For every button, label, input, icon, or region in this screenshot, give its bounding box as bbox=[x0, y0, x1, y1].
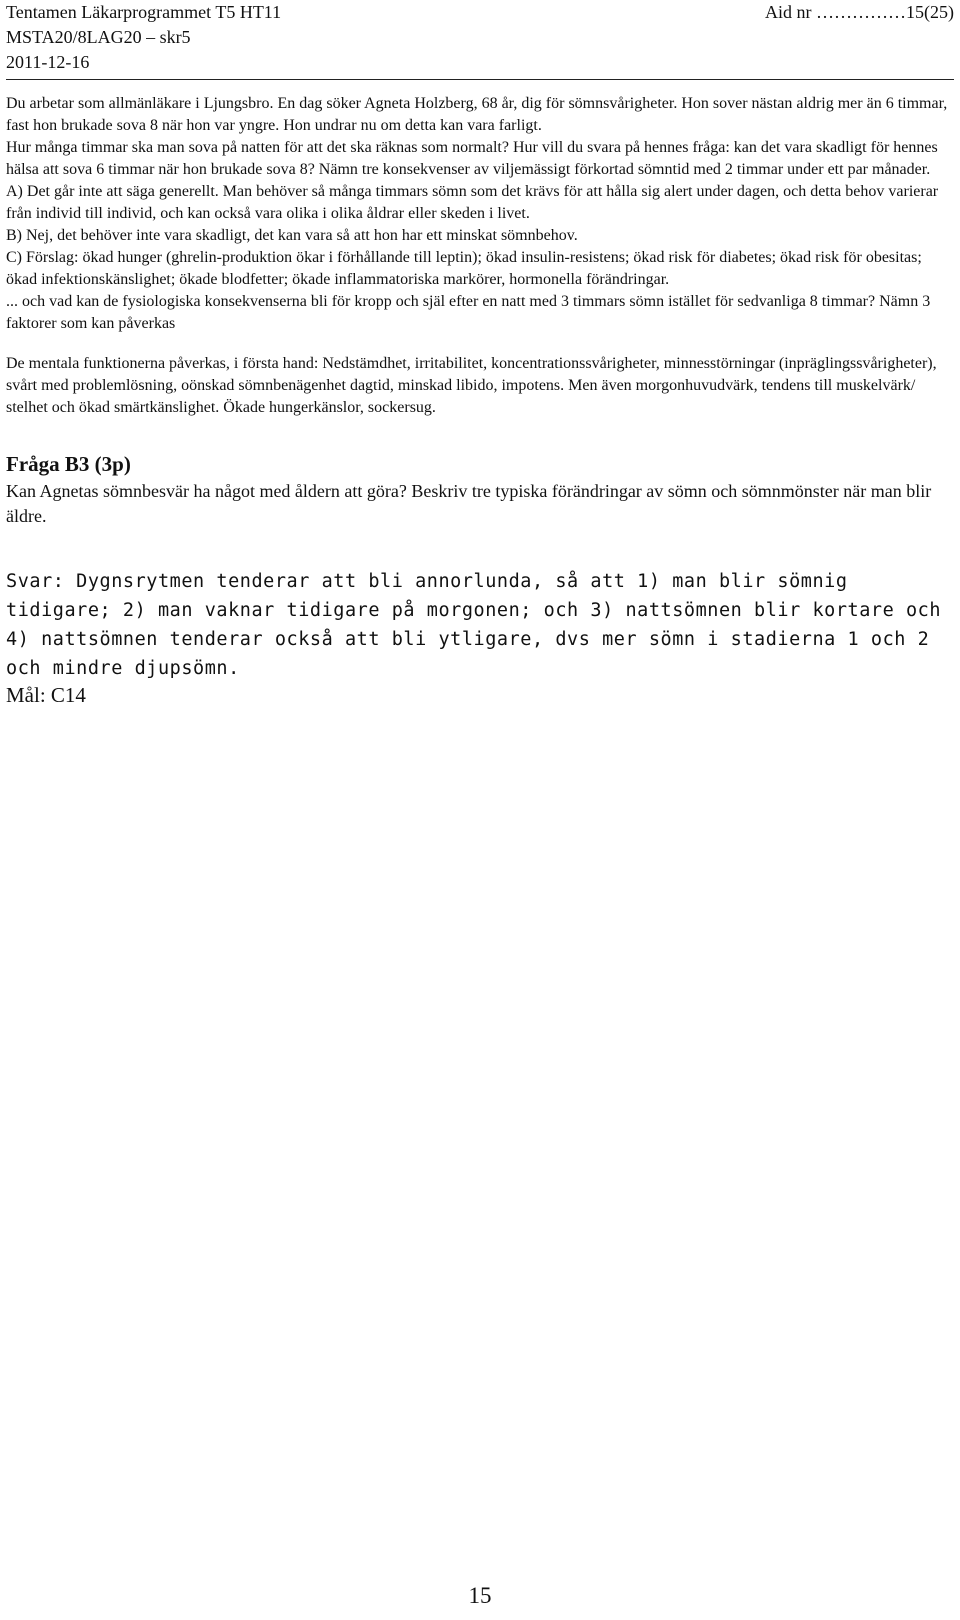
learning-goal: Mål: C14 bbox=[6, 683, 86, 707]
answer-b: B) Nej, det behöver inte vara skadligt, det kan vara så att hon har ett minskat sömnbehov. bbox=[6, 227, 578, 244]
question-b3-text: Kan Agnetas sömnbesvär ha något med åldern att göra? Beskriv tre typiska förändringar av sömn och sömnmönster när man blir äldre. bbox=[6, 481, 932, 526]
followup-question: ... och vad kan de fysiologiska konsekvenserna bli för kropp och själ efter en natt med 3 timmars sömn istället för sedvanliga 8 timmar? Nämn 3 faktorer som kan påverkas bbox=[6, 293, 931, 332]
exam-date: 2011-12-16 bbox=[6, 52, 90, 72]
document-content bbox=[6, 93, 954, 708]
mental-function-answer: De mentala funktionerna påverkas, i första hand: Nedstämdhet, irritabilitet, koncentrationssvårigheter, minnesstörningar (inpräglingssvårigheter), svårt med problemlösning, oönskad sömnbenägenhet dagtid, minskad libido, impotens. Men även morgonhuvudvärk, tendens till muskelvärk/ stelhet och ökad smärtkänslighet. Ökade hungerkänslor, sockersug. bbox=[6, 355, 937, 416]
question-b3-points: (3p) bbox=[94, 452, 131, 476]
question-b3-title: Fråga B3 bbox=[6, 452, 90, 476]
answer-a: A) Det går inte att säga generellt. Man behöver så många timmars sömn som det krävs för att hålla sig alert under dagen, och detta behov varierar från individ till individ, och kan också vara olika i olika åldrar eller skeden i livet. bbox=[6, 183, 939, 222]
case-question: Hur många timmar ska man sova på natten för att det ska räknas som normalt? Hur vill du svara på hennes fråga: kan det vara skadligt för hennes hälsa att sova 6 timmar när hon brukade sova 8? Nämn tre konsekvenser av viljemässigt förkortad sömntid med 2 timmar under ett par månader. bbox=[6, 139, 938, 178]
case-intro: Du arbetar som allmänläkare i Ljungsbro. En dag söker Agneta Holzberg, 68 år, dig för sömnsvårigheter. Hon sover nästan aldrig mer än 6 timmar, fast hon brukade sova 8 när hon var yngre. Hon undrar nu om detta kan vara farligt. bbox=[6, 95, 948, 134]
question-b3-heading bbox=[6, 450, 954, 478]
page-header bbox=[6, 0, 954, 75]
aid-number: Aid nr ……………15(25) bbox=[765, 2, 954, 22]
header-top-row bbox=[6, 0, 954, 25]
question-b3-answer: Svar: Dygnsrytmen tenderar att bli annorlunda, så att 1) man blir sömnig tidigare; 2) man vaknar tidigare på morgonen; och 3) nattsömnen blir kortare och 4) nattsömnen tenderar också att bli ytligare, dvs mer sömn i stadierna 1 och 2 och mindre djupsömn. bbox=[6, 571, 942, 679]
header-divider bbox=[6, 79, 954, 80]
page-number: 15 bbox=[468, 1583, 492, 1608]
course-code: MSTA20/8LAG20 – skr5 bbox=[6, 27, 191, 47]
answer-c: C) Förslag: ökad hunger (ghrelin-produktion ökar i förhållande till leptin); ökad insulin-resistens; ökad risk för diabetes; ökad risk för obesitas; ökad infektionskänslighet; ökade blodfetter; ökade inflammatoriska markörer, hormonella förändringar. bbox=[6, 249, 922, 288]
course-title: Tentamen Läkarprogrammet T5 HT11 bbox=[6, 2, 282, 22]
